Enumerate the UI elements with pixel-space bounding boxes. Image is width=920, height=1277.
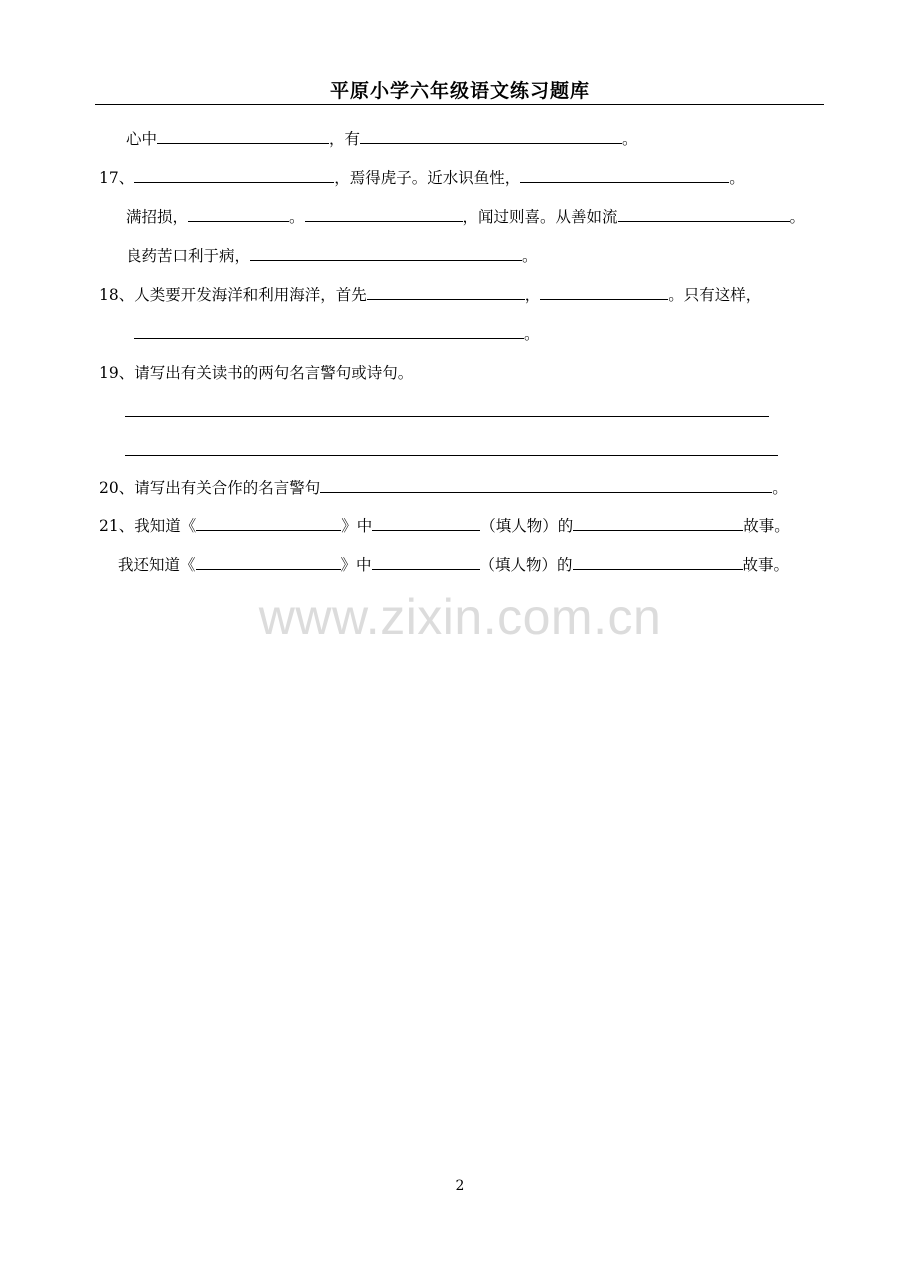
answer-blank[interactable] — [367, 285, 525, 300]
question-18-line-2 — [134, 323, 540, 345]
text-segment: 。 — [524, 325, 540, 343]
page-number: 2 — [455, 1178, 465, 1194]
text-segment: （填人物）的 — [479, 556, 573, 574]
answer-blank[interactable] — [196, 516, 341, 531]
text-segment: 故事。 — [742, 556, 790, 574]
question-21-line-2 — [118, 554, 789, 576]
text-segment: 故事。 — [743, 517, 790, 535]
text-segment: 我知道《 — [134, 517, 197, 535]
text-segment: 。 — [789, 208, 806, 226]
text-segment: ，有 — [329, 130, 361, 148]
text-segment: ， — [524, 286, 541, 304]
question-18-line-1 — [99, 284, 761, 306]
text-segment: 人类要开发海洋和利用海洋，首先 — [134, 286, 367, 304]
text-segment: 。 — [522, 247, 538, 265]
text-segment: 。 — [729, 169, 745, 187]
answer-line[interactable] — [125, 455, 778, 456]
question-17-line-2 — [126, 206, 805, 228]
answer-blank[interactable] — [305, 207, 463, 222]
question-number: 20、 — [99, 479, 135, 497]
answer-blank[interactable] — [618, 207, 790, 222]
answer-blank[interactable] — [540, 285, 668, 300]
text-segment: 心中 — [126, 130, 158, 148]
answer-blank[interactable] — [372, 555, 480, 570]
answer-blank[interactable] — [157, 129, 329, 144]
question-19-line — [99, 362, 413, 384]
header-rule — [95, 104, 824, 105]
text-segment: 》中 — [341, 517, 373, 535]
text-segment: ，焉得虎子。近水识鱼性， — [334, 169, 521, 187]
text-segment: 请写出有关读书的两句名言警句或诗句。 — [134, 364, 414, 382]
question-17-line-3 — [126, 245, 538, 267]
answer-blank[interactable] — [573, 555, 743, 570]
answer-blank[interactable] — [573, 516, 743, 531]
answer-blank[interactable] — [372, 516, 480, 531]
question-number: 17、 — [99, 169, 135, 187]
answer-line[interactable] — [125, 416, 769, 417]
question-20-line — [99, 477, 788, 499]
question-21-line-1 — [99, 515, 790, 537]
answer-blank[interactable] — [134, 324, 524, 339]
question-number: 19、 — [99, 364, 135, 382]
question-number: 18、 — [99, 286, 135, 304]
answer-blank[interactable] — [250, 246, 522, 261]
text-segment: 请写出有关合作的名言警句 — [134, 479, 321, 497]
text-segment: 我还知道《 — [118, 556, 196, 574]
question-line — [126, 128, 638, 150]
answer-blank[interactable] — [320, 478, 772, 493]
answer-blank[interactable] — [360, 129, 622, 144]
answer-blank[interactable] — [188, 207, 289, 222]
answer-blank[interactable] — [196, 555, 341, 570]
text-segment: 》中 — [340, 556, 372, 574]
question-17-line-1 — [99, 167, 745, 189]
page-header-title: 平原小学六年级语文练习题库 — [329, 80, 590, 102]
watermark: www.zixin.com.cn — [258, 589, 662, 645]
text-segment: 。只有这样， — [668, 286, 762, 304]
text-segment: 满招损， — [126, 208, 189, 226]
answer-blank[interactable] — [520, 168, 729, 183]
question-number: 21、 — [99, 517, 135, 535]
answer-blank[interactable] — [134, 168, 334, 183]
text-segment: 良药苦口利于病， — [126, 247, 251, 265]
text-segment: 。 — [622, 130, 638, 148]
text-segment: 。 — [772, 479, 788, 497]
text-segment: ，闻过则喜。从善如流 — [462, 208, 618, 226]
text-segment: 。 — [289, 208, 305, 226]
text-segment: （填人物）的 — [480, 517, 574, 535]
